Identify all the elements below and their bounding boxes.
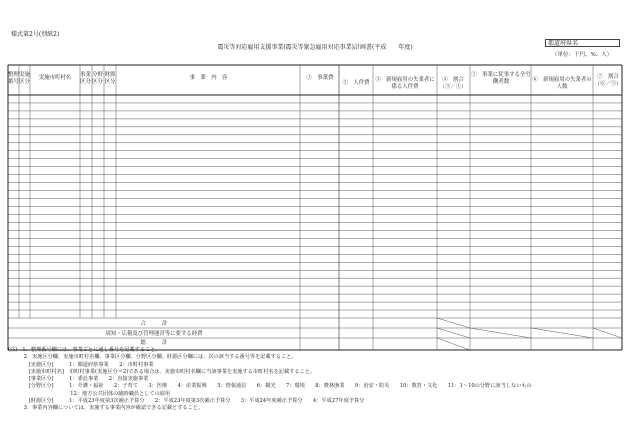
note-line: 3．事業内容欄については、実施する事業内容が確認できる記載とすること。: [8, 405, 204, 412]
header-content: 事 業 内 容: [189, 75, 228, 81]
note-line: 2．実施区分欄、実施市町村名欄、事業区分欄、分野区分欄、財源区分欄には、次の該当する番号等を記載すること。: [8, 354, 297, 361]
note-line: [実施区分] 1：都道府県事業 2：市町村事業: [8, 361, 154, 368]
prefecture-name-field[interactable]: 都道府県名: [545, 39, 620, 47]
note-line: (注) 1．整理番号欄には、事業ごとに通し番号を記載すること。: [8, 347, 161, 353]
header-total-workers: ⑤ 事業に従事する全労働者数: [471, 72, 531, 85]
note-line: [財源区分] 1：平成23年度第3次補正予算分 2：平成23年度第3次補正予算分 3：平成24年度補正予算分 4：平成27年度予算分: [8, 398, 365, 405]
note-line: 12：地方公共団体の臨時職員としての雇用: [8, 390, 171, 397]
note-line: [事業区分] 1：委託事業 2：直接実施事業: [8, 376, 149, 383]
not-applicable-diagonal: [531, 328, 593, 338]
note-line: [分野区分] 1：介護・福祉 2：子育て 3：医療 4：産業振興 5：情報通信 6：観光 7：環境 8：農林漁業 9：治安・防災 10：教育・文化 11：1～10の分野に該当しないもの: [8, 383, 532, 390]
header-city-name: 実施市町村名: [38, 75, 72, 81]
note-line: [実施市町村名] 市町村事業(実施区分＝2)である場合は、実施市町村名欄に当該事業を実施する市町村名を記載すること。: [8, 368, 316, 375]
form-number: 様式第2号(別紙2): [11, 31, 60, 38]
header-seiri-number: 整理番号: [8, 72, 19, 85]
header-jigyo-kubun: 事業区分: [80, 72, 91, 85]
header-jisshi-kubun: 実施区分: [19, 72, 30, 85]
header-ratio-6-5: ⑦ 割合（⑥／⑤）: [594, 74, 622, 87]
header-new-employee-cost: ③ 新規雇用の失業者に係る人件費: [375, 77, 435, 90]
header-ratio-3-1: ④ 割合（③／①）: [439, 77, 467, 90]
header-zaigen-kubun: 財源区分: [104, 72, 116, 85]
header-bunya-kubun: 分野区分: [92, 72, 103, 85]
header-jinkenhi: ② 人件費: [342, 80, 370, 86]
not-applicable-diagonal: [437, 318, 470, 328]
unit-note: （単位：千円、%、人）: [552, 52, 613, 58]
admin-cost-label: 周知・広報及び管理運営等に要する経費: [105, 331, 203, 337]
not-applicable-diagonal: [437, 328, 470, 338]
not-applicable-diagonal: [470, 328, 531, 338]
grand-total-label: 総 計: [140, 340, 168, 346]
subtotal-label: 合 計: [140, 321, 168, 327]
document-title: 震災等対応雇用支援事業(震災等緊急雇用対応事業)計画書(平成 年度): [217, 44, 413, 51]
header-jigyohi: ① 事業費: [306, 75, 334, 81]
header-new-employee-count: ⑥ 新規雇用の失業者の人数: [532, 77, 592, 90]
notes-section: [8, 347, 532, 413]
not-applicable-diagonal: [593, 328, 622, 338]
